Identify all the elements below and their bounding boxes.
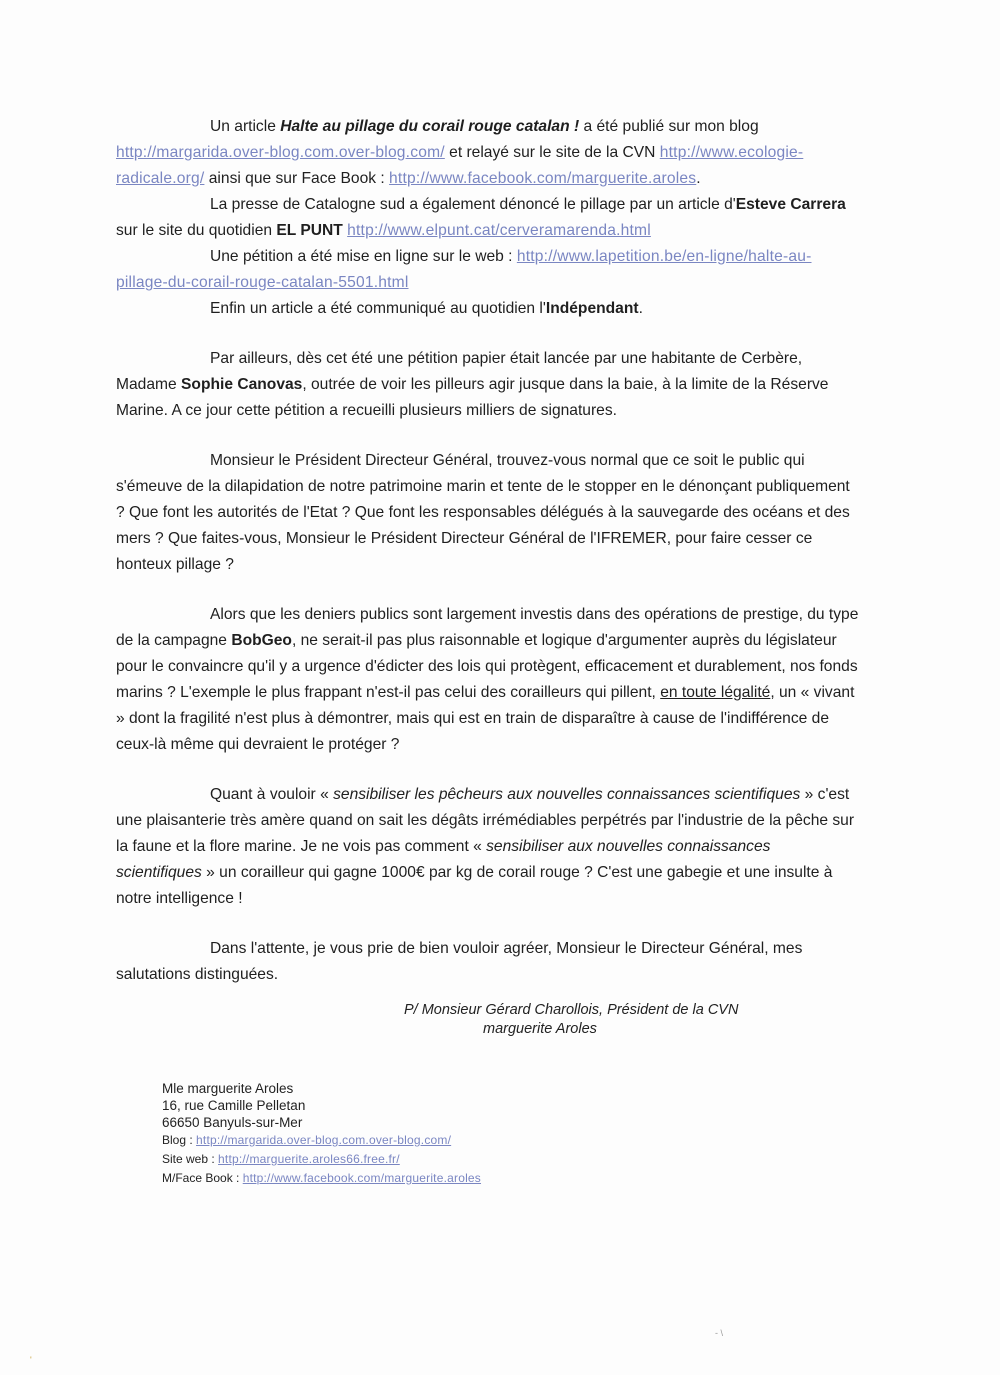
- scan-speck: ': [30, 1355, 32, 1365]
- text-segment: Par ailleurs, dès cet été une pétition papier était lancée par une habitante de Cerbère, Madame: [116, 350, 803, 393]
- text-segment: ainsi que sur Face Book :: [204, 170, 390, 187]
- newspaper-name: EL PUNT: [276, 222, 343, 239]
- campaign-name: BobGeo: [231, 632, 292, 649]
- text-segment: La presse de Catalogne sud a également dénoncé le pillage par un article d': [210, 196, 736, 213]
- signature-line-1: P/ Monsieur Gérard Charollois, Président de la CVN: [404, 1002, 739, 1018]
- signature-block: [404, 1001, 738, 1039]
- elpunt-link[interactable]: http://www.elpunt.cat/cerveramarenda.html: [347, 222, 651, 239]
- petition-link[interactable]: http://www.lapetition.be/en-ligne/halte-au-pillage-du-corail-rouge-catalan-5501.html: [116, 248, 812, 291]
- text-segment: .: [696, 170, 701, 187]
- facebook-label: M/Face Book :: [162, 1171, 243, 1185]
- text-segment: Une pétition a été mise en ligne sur le web :: [210, 248, 517, 265]
- paragraph-fishermen: [116, 782, 860, 912]
- text-segment: a été publié sur mon blog: [579, 118, 759, 135]
- sender-name: Mle marguerite Aroles: [162, 1081, 294, 1096]
- text-segment: , outrée de voir les pilleurs agir jusque dans la baie, à la limite de la Réserve Marine. A ce jour cette pétition a recueilli plusieurs milliers de signatures.: [116, 376, 829, 419]
- facebook-link[interactable]: http://www.facebook.com/marguerite.aroles: [389, 170, 697, 187]
- journalist-name: Esteve Carrera: [735, 196, 846, 213]
- paragraph-catalan-press: [116, 192, 860, 244]
- article-title: Halte au pillage du corail rouge catalan !: [280, 118, 580, 135]
- person-name: Sophie Canovas: [181, 376, 303, 393]
- letter-body: [116, 114, 860, 988]
- text-segment: sur le site du quotidien: [116, 222, 277, 239]
- website-line: [162, 1150, 481, 1169]
- paragraph-paper-petition: [116, 346, 860, 424]
- sender-address: [162, 1080, 481, 1188]
- text-segment: » un corailleur qui gagne 1000€ par kg de corail rouge ? C'est une gabegie et une insulte à notre intelligence !: [116, 864, 833, 907]
- text-segment: Alors que les deniers publics sont largement investis dans des opérations de prestige, du type de la campagne: [116, 606, 859, 649]
- text-segment: Quant à vouloir «: [210, 786, 334, 803]
- text-segment: .: [638, 300, 643, 317]
- text-segment: Enfin un article a été communiqué au quotidien l': [210, 300, 546, 317]
- text-segment: Un article: [210, 118, 281, 135]
- paragraph-questions: Monsieur le Président Directeur Général, trouvez-vous normal que ce soit le public qui s'émeuve de la dilapidation de notre patrimoine marin et tente de le stopper en le dénonçant publiquement ? Que font les autorités de l'Etat ? Que font les responsables délégués à la sauvegarde des océans et des mers ? Que faites-vous, Monsieur le Président Directeur Général de l'IFREMER, pour faire cesser ce honteux pillage ?: [116, 452, 850, 573]
- website-label: Site web :: [162, 1152, 219, 1166]
- paragraph-independant: [116, 296, 860, 322]
- address-website-link[interactable]: http://marguerite.aroles66.free.fr/: [218, 1152, 400, 1166]
- signature-line-2: marguerite Aroles: [483, 1021, 597, 1037]
- sender-city: 66650 Banyuls-sur-Mer: [162, 1115, 303, 1130]
- quoted-phrase: sensibiliser aux nouvelles connaissances scientifiques: [116, 838, 771, 881]
- text-segment: , ne serait-il pas plus raisonnable et logique d'argumenter auprès du législateur pour le convaincre qu'il y a urgence d'édicter des lois qui protègent, efficacement et durablement, nos fonds marins ? L'exemple le plus frappant n'est-il pas celui des corailleurs qui pillent,: [116, 632, 858, 701]
- cvn-link[interactable]: http://www.ecologie-radicale.org/: [116, 144, 804, 187]
- blog-label: Blog :: [162, 1133, 197, 1147]
- blog-link[interactable]: http://margarida.over-blog.com.over-blog.com/: [116, 144, 445, 161]
- paragraph-blog-article: [116, 114, 860, 192]
- facebook-line: [162, 1169, 481, 1188]
- paragraph-closing: Dans l'attente, je vous prie de bien vouloir agréer, Monsieur le Directeur Général, mes salutations distinguées.: [116, 940, 803, 983]
- underlined-phrase: en toute légalité: [660, 684, 771, 701]
- text-segment: et relayé sur le site de la CVN: [444, 144, 660, 161]
- paragraph-web-petition: [116, 244, 860, 296]
- blog-line: [162, 1131, 481, 1150]
- paragraph-public-funds: [116, 602, 860, 758]
- sender-street: 16, rue Camille Pelletan: [162, 1098, 306, 1113]
- address-blog-link[interactable]: http://margarida.over-blog.com.over-blog.com/: [196, 1133, 452, 1147]
- text-segment: , un « vivant » dont la fragilité n'est plus à démontrer, mais qui est en train de disparaître à cause de l'indifférence de ceux-là même qui devraient le protéger ?: [116, 684, 855, 753]
- quoted-phrase: sensibiliser les pêcheurs aux nouvelles connaissances scientifiques: [333, 786, 801, 803]
- address-facebook-link[interactable]: http://www.facebook.com/marguerite.aroles: [242, 1171, 482, 1185]
- scan-speck: - \: [715, 1328, 723, 1338]
- text-segment: » c'est une plaisanterie très amère quand on sait les dégâts irrémédiables perpétrés par l'industrie de la pêche sur la faune et la flore marine. Je ne vois pas comment «: [116, 786, 855, 855]
- newspaper-name: Indépendant: [545, 300, 639, 317]
